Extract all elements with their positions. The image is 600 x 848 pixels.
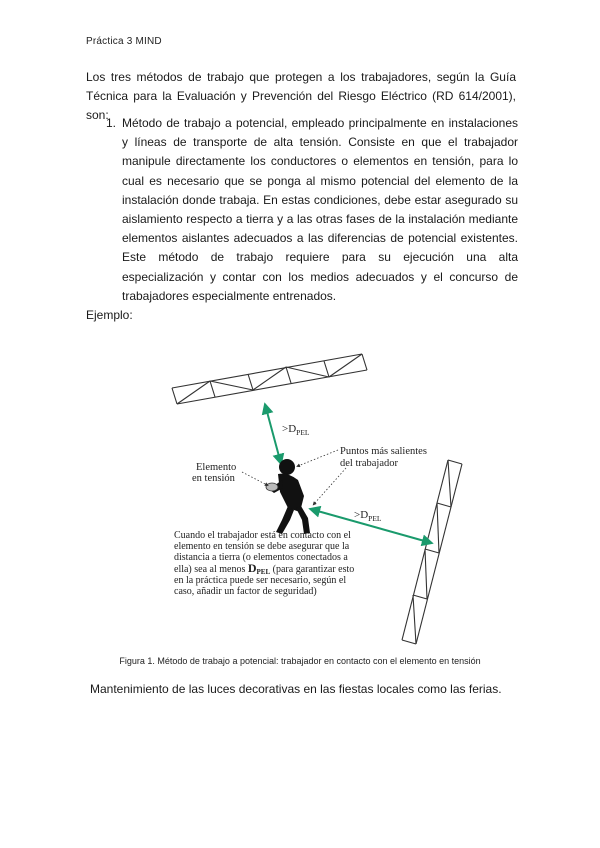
leader-puntos-head [298, 450, 338, 466]
closing-paragraph: Mantenimiento de las luces decorativas en las fiestas locales como las ferias. [90, 682, 502, 696]
svg-text:ella) sea al menos DPEL (para: ella) sea al menos $D_{PEL}$ (para garantizar esto [174, 561, 355, 576]
list-item [106, 114, 518, 306]
svg-text:elemento en tensión se debe as: elemento en tensión se debe asegurar que la [174, 541, 350, 552]
intro-paragraph: Los tres métodos de trabajo que protegen a los trabajadores, según la Guía Técnica para la Evaluación y Prevención del Riesgo Eléctrico (RD 614/2001), son: [86, 70, 516, 122]
leader-puntos-foot [314, 468, 346, 504]
page-header: Práctica 3 MIND [86, 36, 162, 47]
svg-text:caso, añadir un factor de segu: caso, añadir un factor de seguridad) [174, 586, 317, 597]
distance-arrow-top [266, 408, 280, 460]
figure-caption: Figura 1. Método de trabajo a potencial: trabajador en contacto con el elemento en tensión [119, 656, 481, 666]
list-item-text: Método de trabajo a potencial, empleado principalmente en instalaciones y líneas de transporte de alta tensión. Consiste en que el trabajador manipule directamente los conductores o elementos en tensión, para lo cual es necesario que se ponga al mismo potencial del elemento de la instalación donde trabaja. En estas condiciones, debe estar asegurado su aislamiento respecto a tierra y a las otras fases de la instalación mediante elementos aislantes adecuados a las diferencias de potencial existentes. Este método de trabajo requiere para su ejecución una alta especialización y contar con los medios adecuados y el concurso de trabajadores especialmente entrenados. [122, 116, 518, 303]
diagram-svg [170, 350, 470, 650]
dpel-label-right: $>D_{PEL}$ [354, 509, 382, 523]
figure-note [174, 530, 354, 597]
puntos-label-line2: del trabajador [340, 458, 399, 469]
dpel-label-top: $>D_{PEL}$ [282, 423, 310, 437]
svg-text:distancia a tierra (o elemento: distancia a tierra (o elementos conectados a [174, 552, 348, 563]
top-truss [172, 354, 367, 404]
svg-text:en la práctica puede ser neces: en la práctica puede ser necesario, según el [174, 575, 347, 586]
worker-figure [270, 459, 310, 534]
figure-diagram [170, 350, 470, 650]
elemento-label-line1: Elemento [196, 462, 237, 473]
elemento-label-line2: en tensión [192, 473, 235, 484]
example-label: Ejemplo: [86, 308, 133, 322]
right-tower [402, 460, 462, 644]
leader-elemento [242, 472, 267, 485]
puntos-label-line1: Puntos más salientes [340, 446, 427, 457]
energized-element [266, 483, 278, 491]
svg-text:Cuando el trabajador está en c: Cuando el trabajador está en contacto con el [174, 530, 351, 541]
list-item-number: 1. [106, 116, 117, 130]
